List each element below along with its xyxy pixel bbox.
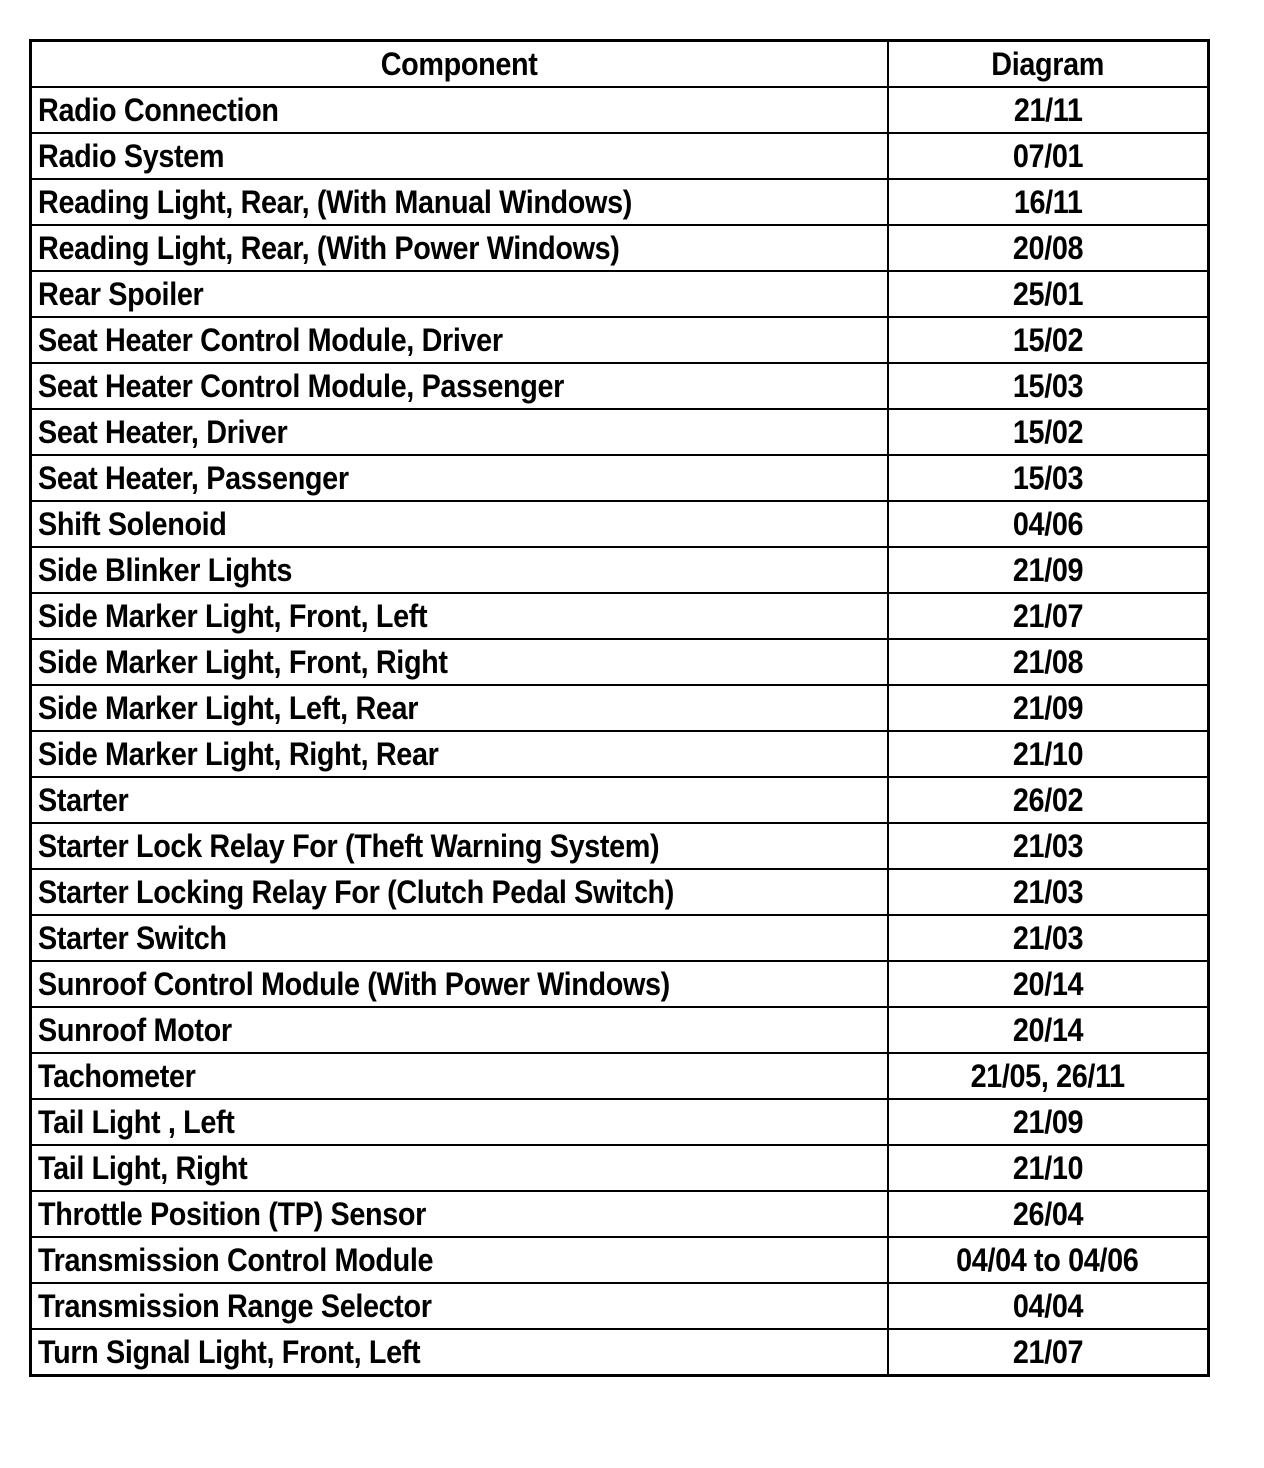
diagram-reference: 21/05, 26/11 [970,1058,1125,1094]
component-cell [31,1283,888,1329]
diagram-cell [888,87,1209,133]
diagram-reference: 15/03 [1012,368,1083,404]
component-cell [31,87,888,133]
component-cell [31,501,888,547]
diagram-cell [888,501,1209,547]
table-row [31,823,1209,869]
component-cell [31,1237,888,1283]
component-name: Seat Heater Control Module, Driver [38,322,503,358]
component-name: Seat Heater, Driver [38,414,288,450]
component-name: Side Marker Light, Right, Rear [38,736,439,772]
table-row [31,593,1209,639]
diagram-cell [888,409,1209,455]
diagram-reference: 15/02 [1012,414,1083,450]
table-row [31,731,1209,777]
diagram-cell [888,547,1209,593]
table-row [31,639,1209,685]
diagram-cell [888,363,1209,409]
diagram-cell [888,593,1209,639]
component-cell [31,133,888,179]
component-name: Rear Spoiler [38,276,204,312]
component-diagram-table [29,39,1210,1377]
table-row [31,1053,1209,1099]
component-cell [31,961,888,1007]
diagram-reference: 07/01 [1012,138,1083,174]
component-cell [31,455,888,501]
component-name: Starter Locking Relay For (Clutch Pedal Switch) [38,874,675,910]
diagram-cell [888,685,1209,731]
component-name: Starter Switch [38,920,227,956]
table-row [31,1145,1209,1191]
component-cell [31,1053,888,1099]
component-cell [31,179,888,225]
table-row [31,317,1209,363]
component-cell [31,823,888,869]
table-row [31,1099,1209,1145]
component-cell [31,1329,888,1376]
diagram-cell [888,271,1209,317]
component-cell [31,639,888,685]
diagram-reference: 21/10 [1012,1150,1083,1186]
component-name: Turn Signal Light, Front, Left [38,1334,421,1370]
component-name: Tail Light , Left [38,1104,235,1140]
component-cell [31,915,888,961]
diagram-reference: 21/03 [1012,920,1083,956]
table-body [31,87,1209,1376]
diagram-reference: 04/04 to 04/06 [956,1242,1139,1278]
diagram-reference: 25/01 [1012,276,1083,312]
table-row [31,1007,1209,1053]
table-row [31,685,1209,731]
table-row [31,409,1209,455]
diagram-reference: 20/08 [1012,230,1083,266]
table-row [31,1329,1209,1376]
component-name: Seat Heater Control Module, Passenger [38,368,565,404]
diagram-cell [888,1237,1209,1283]
diagram-cell [888,823,1209,869]
component-name: Transmission Range Selector [38,1288,432,1324]
diagram-cell [888,1329,1209,1376]
diagram-cell [888,317,1209,363]
component-name: Starter Lock Relay For (Theft Warning System) [38,828,660,864]
diagram-reference: 15/02 [1012,322,1083,358]
component-name: Reading Light, Rear, (With Power Windows) [38,230,620,266]
component-cell [31,869,888,915]
diagram-cell [888,1145,1209,1191]
component-name: Side Marker Light, Front, Right [38,644,448,680]
diagram-cell [888,915,1209,961]
diagram-cell [888,1007,1209,1053]
component-cell [31,271,888,317]
diagram-cell [888,455,1209,501]
diagram-cell [888,179,1209,225]
diagram-reference: 20/14 [1012,1012,1083,1048]
component-name: Radio Connection [38,92,279,128]
table-row [31,915,1209,961]
component-name: Tachometer [38,1058,196,1094]
diagram-reference: 20/14 [1012,966,1083,1002]
table-row [31,271,1209,317]
component-cell [31,593,888,639]
diagram-reference: 21/03 [1012,828,1083,864]
table-row [31,363,1209,409]
component-name: Seat Heater, Passenger [38,460,349,496]
component-name: Starter [38,782,129,818]
component-cell [31,363,888,409]
diagram-cell [888,961,1209,1007]
component-name: Shift Solenoid [38,506,227,542]
component-cell [31,317,888,363]
table-row [31,501,1209,547]
component-cell [31,1007,888,1053]
component-name: Radio System [38,138,225,174]
table-row [31,547,1209,593]
diagram-cell [888,225,1209,271]
component-cell [31,1145,888,1191]
table-row [31,1237,1209,1283]
table-row [31,133,1209,179]
diagram-cell [888,133,1209,179]
component-cell [31,731,888,777]
diagram-cell [888,1283,1209,1329]
table-row [31,869,1209,915]
diagram-reference: 21/09 [1012,1104,1083,1140]
diagram-reference: 26/02 [1012,782,1083,818]
diagram-reference: 21/11 [1013,92,1083,128]
diagram-reference: 21/09 [1012,552,1083,588]
header-diagram-label: Diagram [991,46,1105,82]
diagram-reference: 21/10 [1012,736,1083,772]
table-row [31,455,1209,501]
table-row [31,961,1209,1007]
diagram-reference: 21/07 [1012,598,1083,634]
component-cell [31,225,888,271]
table-row [31,777,1209,823]
component-name: Transmission Control Module [38,1242,434,1278]
diagram-reference: 21/03 [1012,874,1083,910]
component-cell [31,1099,888,1145]
component-name: Throttle Position (TP) Sensor [38,1196,426,1232]
component-name: Tail Light, Right [38,1150,248,1186]
diagram-cell [888,777,1209,823]
component-name: Side Blinker Lights [38,552,293,588]
diagram-cell [888,1191,1209,1237]
table-row [31,1283,1209,1329]
component-name: Side Marker Light, Front, Left [38,598,428,634]
diagram-cell [888,869,1209,915]
table-row [31,87,1209,133]
table-row [31,179,1209,225]
header-component-label: Component [380,46,538,82]
table-row [31,225,1209,271]
diagram-reference: 21/09 [1012,690,1083,726]
component-name: Sunroof Motor [38,1012,232,1048]
diagram-reference: 15/03 [1012,460,1083,496]
diagram-cell [888,731,1209,777]
diagram-reference: 21/08 [1012,644,1083,680]
component-cell [31,547,888,593]
component-name: Reading Light, Rear, (With Manual Windows) [38,184,632,220]
component-cell [31,1191,888,1237]
diagram-cell [888,1053,1209,1099]
component-cell [31,685,888,731]
diagram-reference: 21/07 [1012,1334,1083,1370]
component-cell [31,777,888,823]
diagram-cell [888,1099,1209,1145]
diagram-cell [888,639,1209,685]
component-cell [31,409,888,455]
header-diagram [888,41,1209,88]
diagram-reference: 26/04 [1012,1196,1083,1232]
diagram-reference: 04/04 [1012,1288,1083,1324]
diagram-reference: 04/06 [1012,506,1083,542]
component-name: Sunroof Control Module (With Power Windows) [38,966,670,1002]
table-row [31,1191,1209,1237]
header-row [31,41,1209,88]
header-component [31,41,888,88]
component-name: Side Marker Light, Left, Rear [38,690,419,726]
diagram-reference: 16/11 [1013,184,1083,220]
